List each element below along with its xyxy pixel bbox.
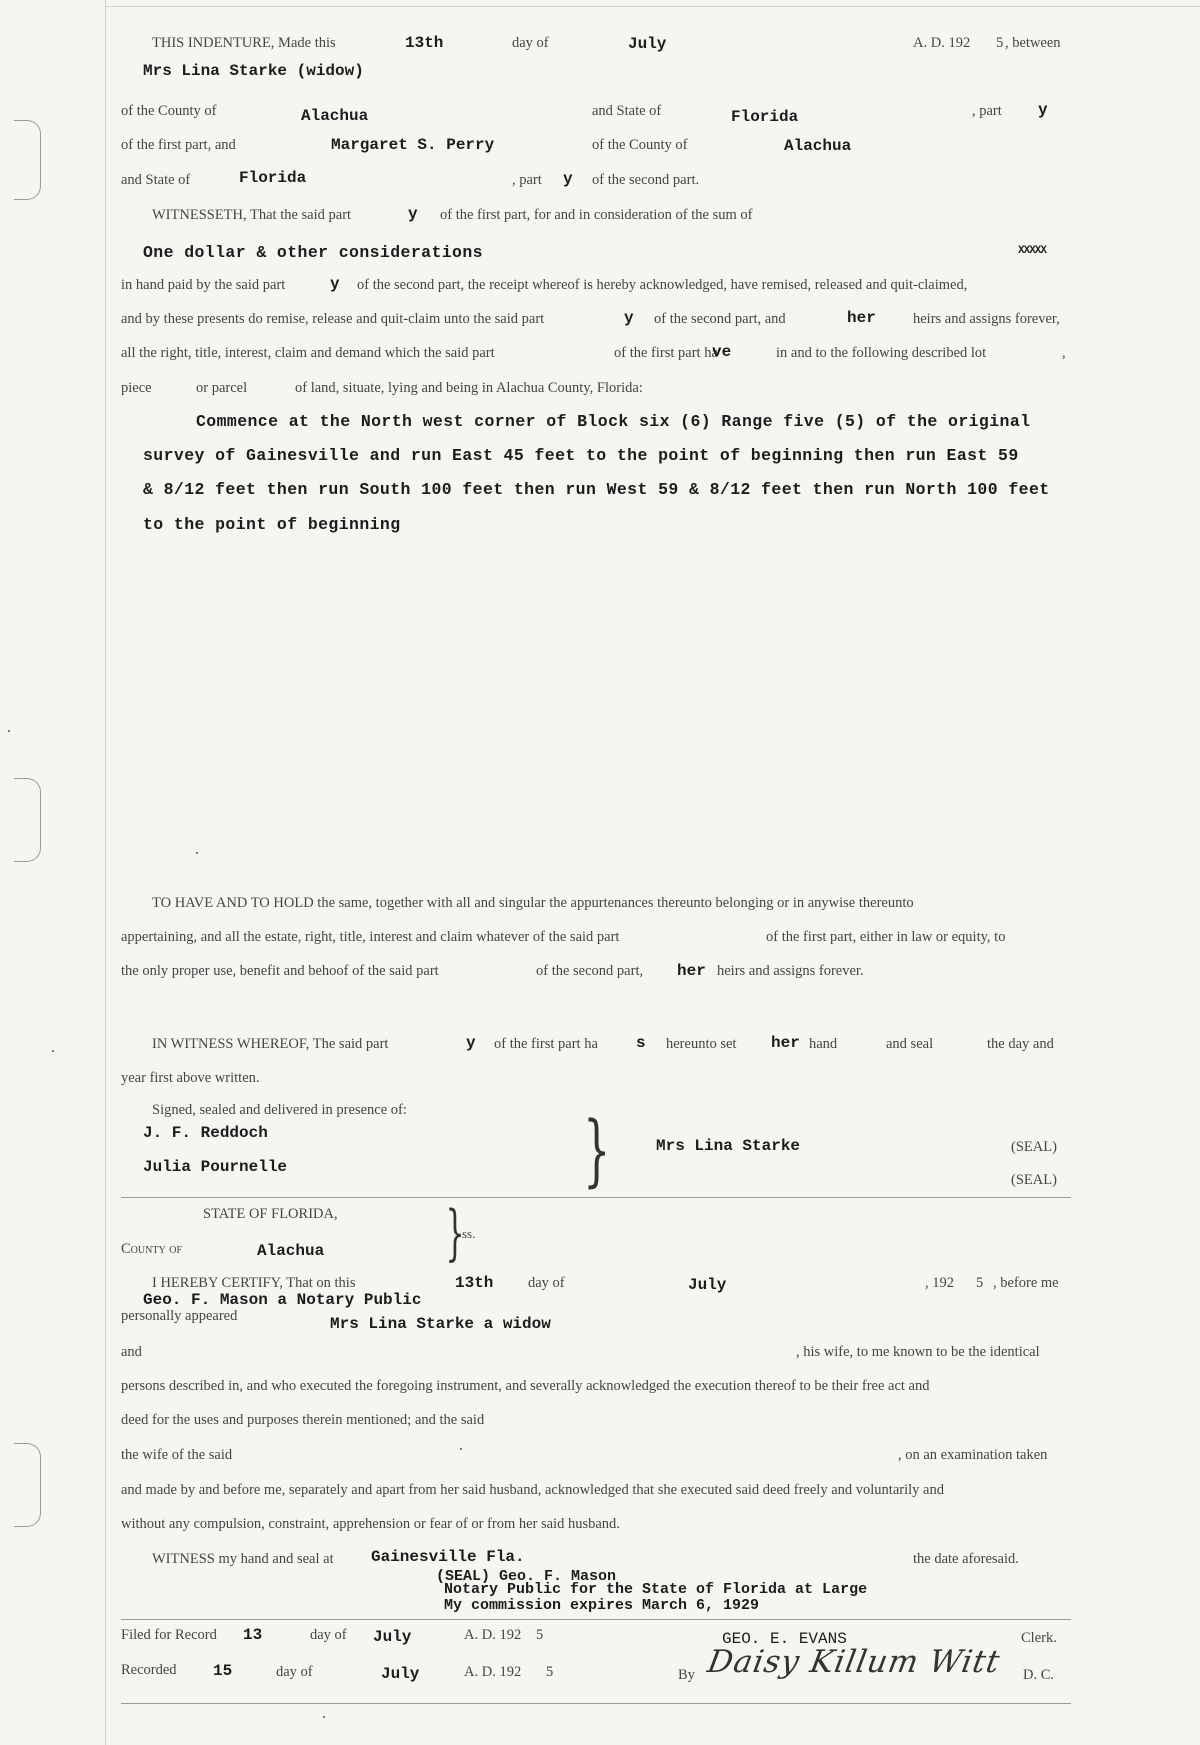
part-label-2: , part [512,172,542,188]
filed-ad: A. D. 192 [464,1627,522,1643]
ack-exam-taken: , on an examination taken [898,1447,1048,1463]
habendum-line-2b: of the first part, either in law or equity, to [766,929,1006,945]
grantor-signature: Mrs Lina Starke [656,1137,801,1155]
habendum-fill-her: her [677,962,706,980]
grantee-county: Alachua [784,137,852,155]
in-witness-text-b: of the first part ha [494,1036,598,1052]
ack-year-prefix: , 192 [925,1275,954,1291]
certify-text: I HEREBY CERTIFY, That on this [152,1275,356,1291]
ack-before-me: , before me [993,1275,1059,1291]
ack-persons-line: persons described in, and who executed the foregoing instrument, and severally acknowledged the execution thereof to be their free act and [121,1378,930,1394]
section-divider [121,1619,1071,1620]
right-title-text-a: all the right, title, interest, claim and demand which the said part [121,345,495,361]
remise-fill-y: y [624,309,634,327]
part-suffix-1: y [1038,101,1048,119]
in-witness-text-d: hand [809,1036,838,1052]
seal-2: (SEAL) [1011,1172,1057,1188]
paid-text-a: in hand paid by the said part [121,277,286,293]
ack-year-digit: 5 [976,1275,984,1291]
rec-day-of: day of [276,1664,313,1680]
ack-officer: Geo. F. Mason a Notary Public [143,1291,422,1309]
part-label-1: , part [972,103,1002,119]
in-witness-text-e: and seal [886,1036,934,1052]
signature-brace: } [583,1106,611,1196]
ack-without-line: without any compulsion, constraint, apprehension or fear of or from her said husband. [121,1516,620,1532]
grantor-name: Mrs Lina Starke (widow) [143,62,364,80]
witness-place: Gainesville Fla. [371,1548,525,1566]
rec-ad: A. D. 192 [464,1664,522,1680]
dc-label: D. C. [1023,1667,1055,1683]
part-suffix-2: y [563,170,573,188]
in-witness-text-f: the day and [987,1036,1054,1052]
date-aforesaid: the date aforesaid. [913,1551,1019,1567]
and-state-label: and State of [592,103,662,119]
binder-hole-middle [14,778,41,862]
rec-day: 15 [213,1662,233,1680]
remise-text-b: of the second part, and [654,311,786,327]
habendum-line-3a: the only proper use, benefit and behoof of the said part [121,963,439,979]
filed-day: 13 [243,1626,263,1644]
ack-deed-line: deed for the uses and purposes therein mentioned; and the said [121,1412,485,1428]
habendum-line-3c: heirs and assigns forever. [717,963,864,979]
description-line: survey of Gainesville and run East 45 feet to the point of beginning then run East 59 [143,446,1019,465]
by-label: By [678,1667,695,1683]
ack-county-label: County of [121,1241,183,1257]
paid-text-b: of the second part, the receipt whereof is hereby acknowledged, have remised, released and quit-claimed, [357,277,968,293]
binder-hole-top [14,120,41,200]
right-title-fill-ve: ve [712,343,732,361]
right-title-text-c: in and to the following described lot [776,345,987,361]
rec-year: 5 [546,1664,554,1680]
ack-ss: ss. [462,1226,476,1241]
witness-my-hand: WITNESS my hand and seal at [152,1551,334,1567]
scan-speck [8,730,10,732]
bottom-divider [121,1703,1071,1704]
witnesseth-fill-y: y [408,205,418,223]
description-line: to the point of beginning [143,515,401,534]
recorded-label: Recorded [121,1662,177,1678]
of-county-label-2: of the County of [592,137,688,153]
in-witness-fill-y: y [466,1034,476,1052]
filed-month: July [373,1628,412,1646]
ack-county: Alachua [257,1242,325,1260]
indenture-day: 13th [405,34,444,52]
notary-commission: My commission expires March 6, 1929 [444,1597,760,1614]
in-witness-fill-s: s [636,1034,646,1052]
grantor-state: Florida [731,108,799,126]
ack-state: STATE OF FLORIDA, [203,1206,338,1222]
top-margin-rule [105,6,1200,7]
binder-hole-bottom [14,1443,41,1527]
personally-appeared: personally appeared [121,1308,238,1324]
habendum-line-2a: appertaining, and all the estate, right, title, interest and claim whatever of the said part [121,929,620,945]
in-witness-line-2: year first above written. [121,1070,260,1086]
grantee-name: Margaret S. Perry [331,136,495,154]
witness-name: J. F. Reddoch [143,1124,268,1142]
in-witness-fill-her: her [771,1034,800,1052]
paid-fill-y: y [330,275,340,293]
ack-and: and [121,1344,142,1360]
right-title-comma: , [1062,345,1066,361]
rec-month: July [381,1665,420,1683]
in-witness-text-c: hereunto set [666,1036,737,1052]
section-divider [121,1197,1071,1198]
filed-day-of: day of [310,1627,347,1643]
ack-wife-of: the wife of the said [121,1447,233,1463]
scan-speck [323,1716,325,1718]
remise-text-a: and by these presents do remise, release and quit-claim unto the said part [121,311,545,327]
strikeout-mark: XXXXX [1018,245,1047,257]
clerk-name: GEO. E. EVANS [722,1630,847,1648]
ack-day: 13th [455,1274,494,1292]
presence-label: Signed, sealed and delivered in presence of: [152,1102,407,1118]
scan-speck [196,852,198,854]
grantor-county: Alachua [301,107,369,125]
ack-month: July [688,1276,727,1294]
ack-brace: } [445,1198,465,1268]
grantee-state: Florida [239,169,307,187]
filed-label: Filed for Record [121,1627,217,1643]
consideration-amount: One dollar & other considerations [143,243,483,262]
deputy-signature: Daisy Killum Witt [704,1644,1003,1680]
description-line: & 8/12 feet then run South 100 feet then run West 59 & 8/12 feet then run North 100 feet [143,480,1050,499]
indenture-month: July [628,35,667,53]
witnesseth-text-a: WITNESSETH, That the said part [152,207,352,223]
scan-speck [460,1448,462,1450]
filed-year: 5 [536,1627,544,1643]
notary-seal-line: (SEAL) Geo. F. Mason [436,1568,617,1585]
ack-made-by-line: and made by and before me, separately and apart from her said husband, acknowledged that she executed said deed freely and voluntarily and [121,1482,944,1498]
notary-title: Notary Public for the State of Florida at Large [444,1581,868,1598]
remise-text-c: heirs and assigns forever, [913,311,1060,327]
piece-label: piece [121,380,152,396]
appeared-name: Mrs Lina Starke a widow [330,1315,551,1333]
of-county-label: of the County of [121,103,217,119]
seal-1: (SEAL) [1011,1139,1057,1155]
habendum-line-3b: of the second part, [536,963,644,979]
scan-speck [52,1050,54,1052]
first-part-and-label: of the first part, and [121,137,236,153]
and-state-label-2: and State of [121,172,191,188]
indenture-between: , between [1005,35,1061,51]
indenture-year-digit: 5 [996,35,1004,51]
clerk-label: Clerk. [1021,1630,1057,1646]
description-line: Commence at the North west corner of Block six (6) Range five (5) of the original [196,412,1031,431]
witness-name: Julia Pournelle [143,1158,288,1176]
habendum-line-1: TO HAVE AND TO HOLD the same, together with all and singular the appurtenances thereunto belonging or in anywise thereunto [152,895,914,911]
second-part-label: of the second part. [592,172,700,188]
right-title-text-b: of the first part ha [614,345,718,361]
or-parcel-label: or parcel [196,380,248,396]
indenture-day-of: day of [512,35,549,51]
indenture-opening: THIS INDENTURE, Made this [152,35,336,51]
in-witness-text-a: IN WITNESS WHEREOF, The said part [152,1036,389,1052]
ack-day-of: day of [528,1275,565,1291]
indenture-ad: A. D. 192 [913,35,971,51]
witnesseth-text-b: of the first part, for and in consideration of the sum of [440,207,753,223]
left-margin-rule [105,0,106,1745]
ack-his-wife: , his wife, to me known to be the identical [796,1344,1040,1360]
land-situate-text: of land, situate, lying and being in Alachua County, Florida: [295,380,643,396]
remise-fill-her: her [847,309,876,327]
